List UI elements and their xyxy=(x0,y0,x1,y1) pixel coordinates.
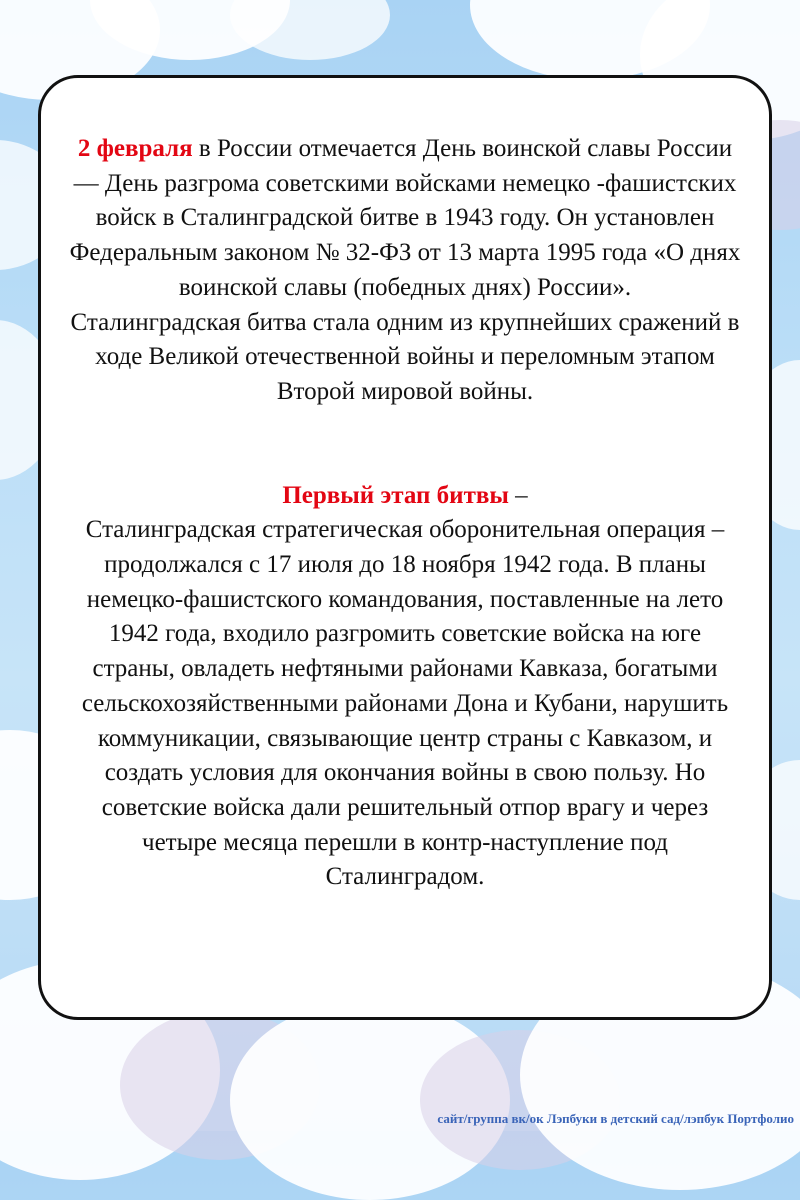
footer-credit: сайт/группа вк/ок Лэпбуки в детский сад/лэпбук Портфолио xyxy=(437,1111,794,1126)
stage1-title: Первый этап битвы xyxy=(282,481,509,509)
significance-paragraph: Сталинградская битва стала одним из крупнейших сражений в ходе Великой отечественной войны и переломным этапом Второй мировой войны. xyxy=(70,308,740,405)
cloud xyxy=(230,0,390,60)
info-card xyxy=(38,75,772,1020)
highlight-date: 2 февраля xyxy=(77,135,193,162)
stage1-paragraph xyxy=(69,479,741,895)
intro-paragraph xyxy=(69,132,741,306)
stage1-text: Сталинградская стратегическая оборонительная операция – продолжался с 17 июля до 18 ноября 1942 года. В планы немецко-фашистского командования, поставленные на лето 1942 года, входило разгромить советские войска на юге страны, овладеть нефтяными районами Кавказа, богатыми сельскохозяйственными районами Дона и Кубани, нарушить коммуникации, связывающие центр страны с Кавказом, и создать условия для окончания войны в свою пользу. Но советские войска дали решительный отпор врагу и через четыре месяца перешли в контр-наступление под Сталинградом. xyxy=(81,516,729,891)
intro-text: в России отмечается День воинской славы России — День разгрома советскими войсками немецко -фашистских войск в Сталинградской битве в 1943 году. Он установлен Федеральным законом № 32-ФЗ от 13 марта 1995 года «О днях воинской славы (победных днях) России». xyxy=(69,135,741,301)
stage1-dash: – xyxy=(508,481,528,509)
